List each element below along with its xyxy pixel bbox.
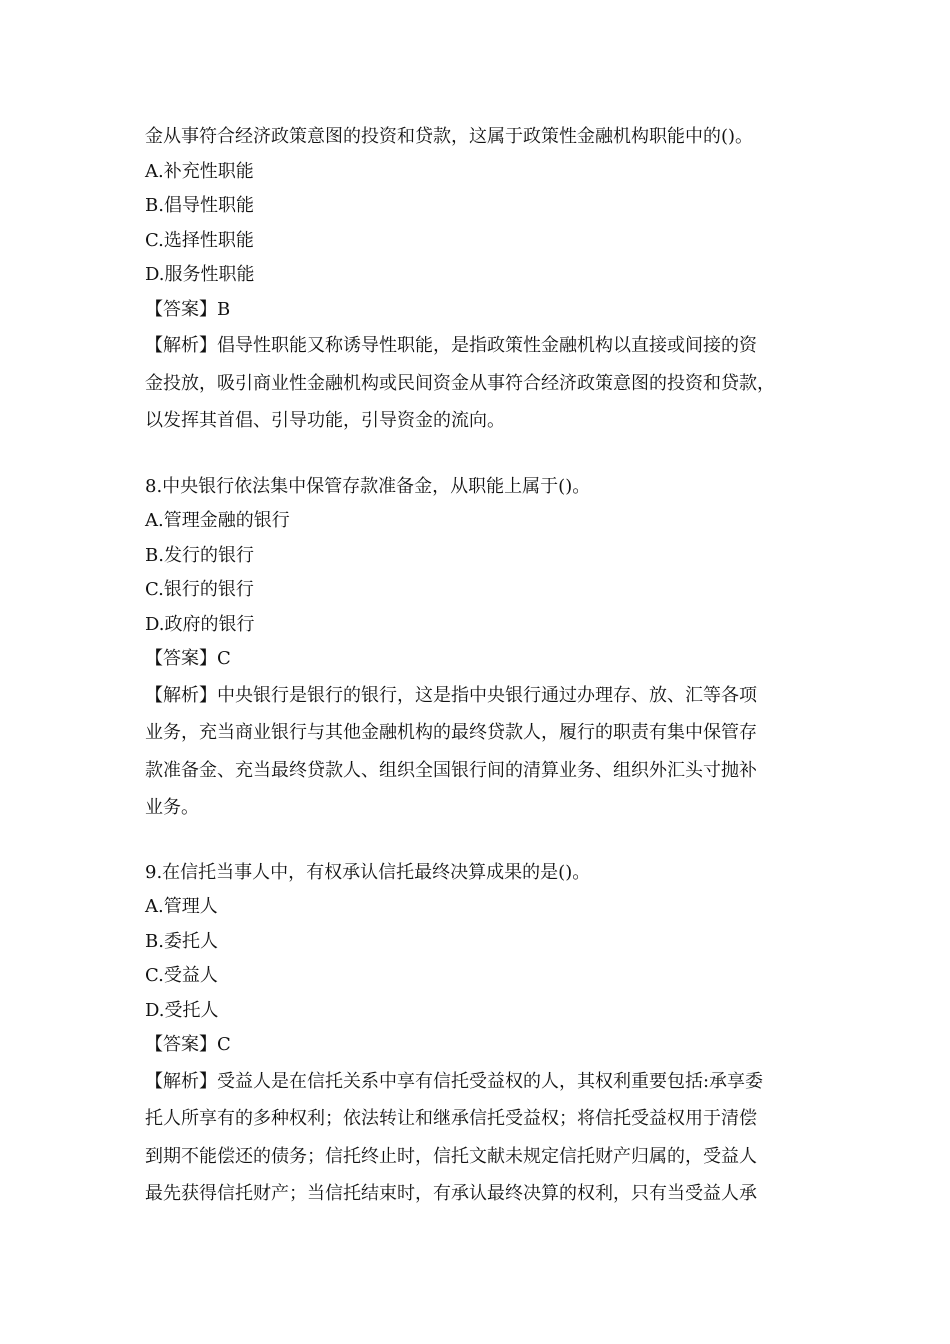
explanation-line: 最先获得信托财产；当信托结束时，有承认最终决算的权利，只有当受益人承 [145,1183,757,1204]
option-d: D.服务性职能 [145,264,255,285]
explanation-line: 【解析】倡导性职能又称诱导性职能，是指政策性金融机构以直接或间接的资 [145,335,757,356]
explanation-line: 金投放，吸引商业性金融机构或民间资金从事符合经济政策意图的投资和贷款， [145,372,775,394]
option-d: D.政府的银行 [145,613,255,635]
explanation [145,677,825,827]
explanation-line: 款准备金、充当最终贷款人、组织全国银行间的清算业务、组织外汇头寸抛补 [145,759,757,781]
explanation [145,1063,825,1213]
explanation-line: 【解析】受益人是在信托关系中享有信托受益权的人，其权利重要包括:承享委 [145,1070,764,1092]
spacer [145,440,825,470]
question-7 [145,120,825,440]
option-b: B.发行的银行 [145,544,254,566]
answer: 【答案】C [145,1034,231,1055]
question-stem: 金从事符合经济政策意图的投资和贷款，这属于政策性金融机构职能中的()。 [145,126,754,147]
option-b: B.倡导性职能 [145,195,254,216]
option-c: C.选择性职能 [145,229,254,251]
question-8 [145,470,825,827]
explanation-line: 到期不能偿还的债务；信托终止时，信托文献未规定信托财产归属的，受益人 [145,1145,757,1167]
spacer [145,827,825,856]
explanation-line: 【解析】中央银行是银行的银行，这是指中央银行通过办理存、放、汇等各项 [145,684,757,706]
option-a: A.管理人 [145,896,218,917]
explanation-line: 以发挥其首倡、引导功能，引导资金的流向。 [145,410,505,431]
explanation-line: 业务。 [145,797,199,818]
explanation [145,327,825,440]
answer: 【答案】C [145,648,231,669]
question-9 [145,856,825,1213]
option-c: C.银行的银行 [145,579,254,600]
explanation-line: 托人所享有的多种权利；依法转让和继承信托受益权；将信托受益权用于清偿 [145,1108,757,1129]
question-stem: 9.在信托当事人中，有权承认信托最终决算成果的是()。 [145,861,591,883]
option-a: A.补充性职能 [145,160,254,182]
option-d: D.受托人 [145,999,219,1021]
option-a: A.管理金融的银行 [145,510,290,531]
explanation-line: 业务，充当商业银行与其他金融机构的最终贷款人，履行的职责有集中保管存 [145,722,757,743]
page-content [145,120,825,1213]
option-b: B.委托人 [145,930,218,952]
option-c: C.受益人 [145,965,218,986]
answer: 【答案】B [145,298,231,320]
question-stem: 8.中央银行依法集中保管存款准备金，从职能上属于()。 [145,475,591,497]
